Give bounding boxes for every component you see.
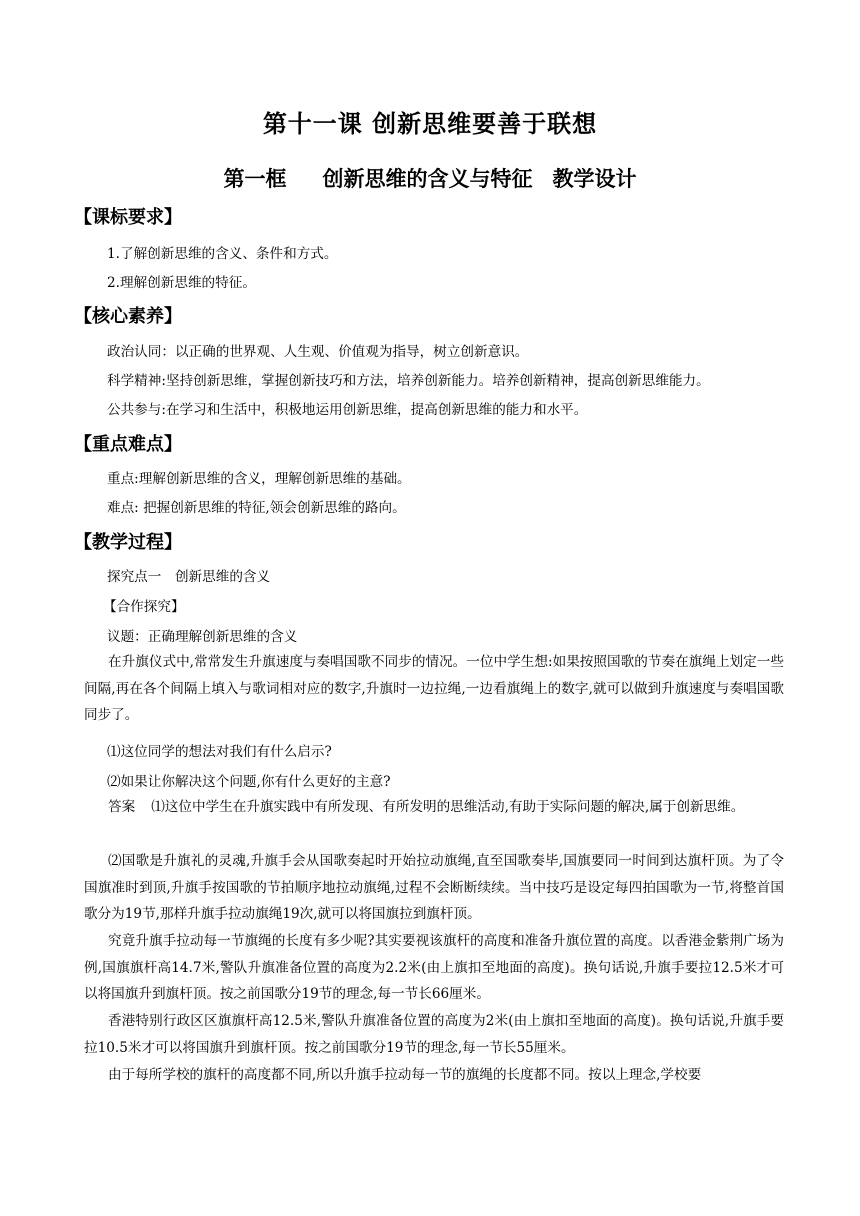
key-point-item: 重点:理解创新思维的含义，理解创新思维的基础。: [107, 471, 411, 487]
school-flag-paragraph: 由于每所学校的旗杆的高度都不同,所以升旗手拉动每一节的旗绳的长度都不同。按以上理念,学校要: [108, 1067, 702, 1083]
answer-1-paragraph: [84, 794, 784, 821]
lesson-title: 第十一课 创新思维要善于联想: [262, 110, 598, 138]
heading-teaching-process: 【教学过程】: [74, 532, 182, 553]
answer-2-paragraph: ⑵国歌是升旗礼的灵魂,升旗手会从国歌奏起时开始拉动旗绳,直至国歌奏毕,国旗要同一时间到达旗杆顶。为了令国旗准时到顶,升旗手按国歌的节拍顺序地拉动旗绳,过程不会断断续续。当中技巧是设定每四拍国歌为一节,将整首国歌分为19节,那样升旗手拉动旗绳19次,就可以将国旗拉到旗杆顶。: [84, 853, 784, 922]
literacy-item-2: 科学精神:坚持创新思维，掌握创新技巧和方法，培养创新能力。培养创新精神，提高创新思维能力。: [107, 373, 710, 389]
cooperative-inquiry-label: 【合作探究】: [103, 599, 185, 615]
section-subtitle: [0, 163, 860, 193]
literacy-item-3: 公共参与:在学习和生活中，积极地运用创新思维，提高创新思维的能力和水平。: [107, 402, 588, 418]
inquiry-point-label: 探究点一 创新思维的含义: [107, 569, 271, 585]
literacy-item-1: 政治认同：以正确的世界观、人生观、价值观为指导，树立创新意识。: [107, 344, 529, 360]
hong-kong-flag-paragraph: 香港特别行政区区旗旗杆高12.5米,警队升旗准备位置的高度为2米(由上旗扣至地面的高度)。换句话说,升旗手要拉10.5米才可以将国旗升到旗杆顶。按之前国歌分19节的理念,每一节长55厘米。: [84, 1013, 784, 1056]
heading-curriculum-standards: 【课标要求】: [74, 207, 182, 228]
topic-label: 议题：正确理解创新思维的含义: [107, 629, 298, 645]
scenario-paragraph: 在升旗仪式中,常常发生升旗速度与奏唱国歌不同步的情况。一位中学生想:如果按照国歌的节奏在旗绳上划定一些间隔,再在各个间隔上填入与歌词相对应的数字,升旗时一边拉绳,一边看旗绳上的数字,就可以做到升旗速度与奏唱国歌同步了。: [84, 654, 784, 723]
question-1: ⑴这位同学的想法对我们有什么启示?: [107, 744, 332, 760]
flag-rope-paragraph: 究竟升旗手拉动每一节旗绳的长度有多少呢?其实要视该旗杆的高度和准备升旗位置的高度。以香港金紫荆广场为例,国旗旗杆高14.7米,警队升旗准备位置的高度为2.2米(由上旗扣至地面的高度)。换句话说,升旗手要拉12.5米才可以将国旗升到旗杆顶。按之前国歌分19节的理念,每一节长66厘米。: [84, 933, 784, 1002]
standard-item-2: 2.理解创新思维的特征。: [107, 275, 256, 291]
subtitle-part2: 创新思维的含义与特征: [322, 167, 533, 191]
question-2: ⑵如果让你解决这个问题,你有什么更好的主意?: [107, 774, 391, 790]
heading-core-literacy: 【核心素养】: [74, 306, 182, 327]
heading-key-points: 【重点难点】: [74, 434, 182, 455]
subtitle-part1: 第一框: [223, 167, 287, 191]
subtitle-part3: 教学设计: [552, 167, 637, 191]
difficulty-item: 难点: 把握创新思维的特征,领会创新思维的路向。: [107, 500, 406, 516]
answer-1-text: ⑴这位中学生在升旗实践中有所发现、有所发明的思维活动,有助于实际问题的解决,属于创新思维。: [151, 799, 745, 815]
standard-item-1: 1.了解创新思维的含义、条件和方式。: [107, 246, 338, 262]
answer-label: 答案: [108, 799, 136, 815]
